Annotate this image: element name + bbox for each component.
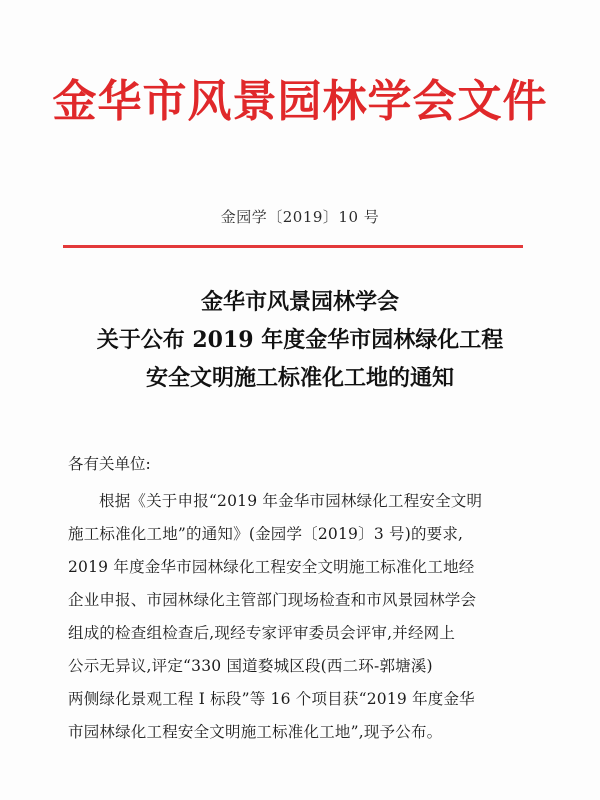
paragraph-line: 两侧绿化景观工程 I 标段”等 16 个项目获“2019 年度金华 <box>68 690 475 708</box>
body-paragraph <box>68 485 528 749</box>
paragraph-line: 组成的检查组检查后,现经专家评审委员会评审,并经网上 <box>68 624 456 642</box>
paragraph-line: 市园林绿化工程安全文明施工标准化工地”,现予公布。 <box>68 723 443 741</box>
red-divider-line <box>63 245 523 248</box>
document-header-title: 金华市风景园林学会文件 <box>52 76 548 127</box>
salutation: 各有关单位: <box>68 455 151 473</box>
notice-title-line: 关于公布 2019 年度金华市园林绿化工程 <box>96 327 504 353</box>
notice-title <box>0 283 600 397</box>
paragraph-line: 企业申报、市园林绿化主管部门现场检查和市风景园林学会 <box>68 591 477 609</box>
document-number: 金园学〔2019〕10 号 <box>220 208 380 226</box>
notice-title-line: 金华市风景园林学会 <box>200 289 399 315</box>
notice-title-line: 安全文明施工标准化工地的通知 <box>145 365 454 391</box>
paragraph-line: 2019 年度金华市园林绿化工程安全文明施工标准化工地经 <box>68 558 475 576</box>
paragraph-line: 根据《关于申报“2019 年金华市园林绿化工程安全文明 <box>99 492 483 510</box>
paragraph-line: 公示无异议,评定“330 国道婺城区段(西二环-郭塘溪) <box>68 657 433 675</box>
paragraph-line: 施工标准化工地”的通知》(金园学〔2019〕3 号)的要求, <box>68 525 464 543</box>
